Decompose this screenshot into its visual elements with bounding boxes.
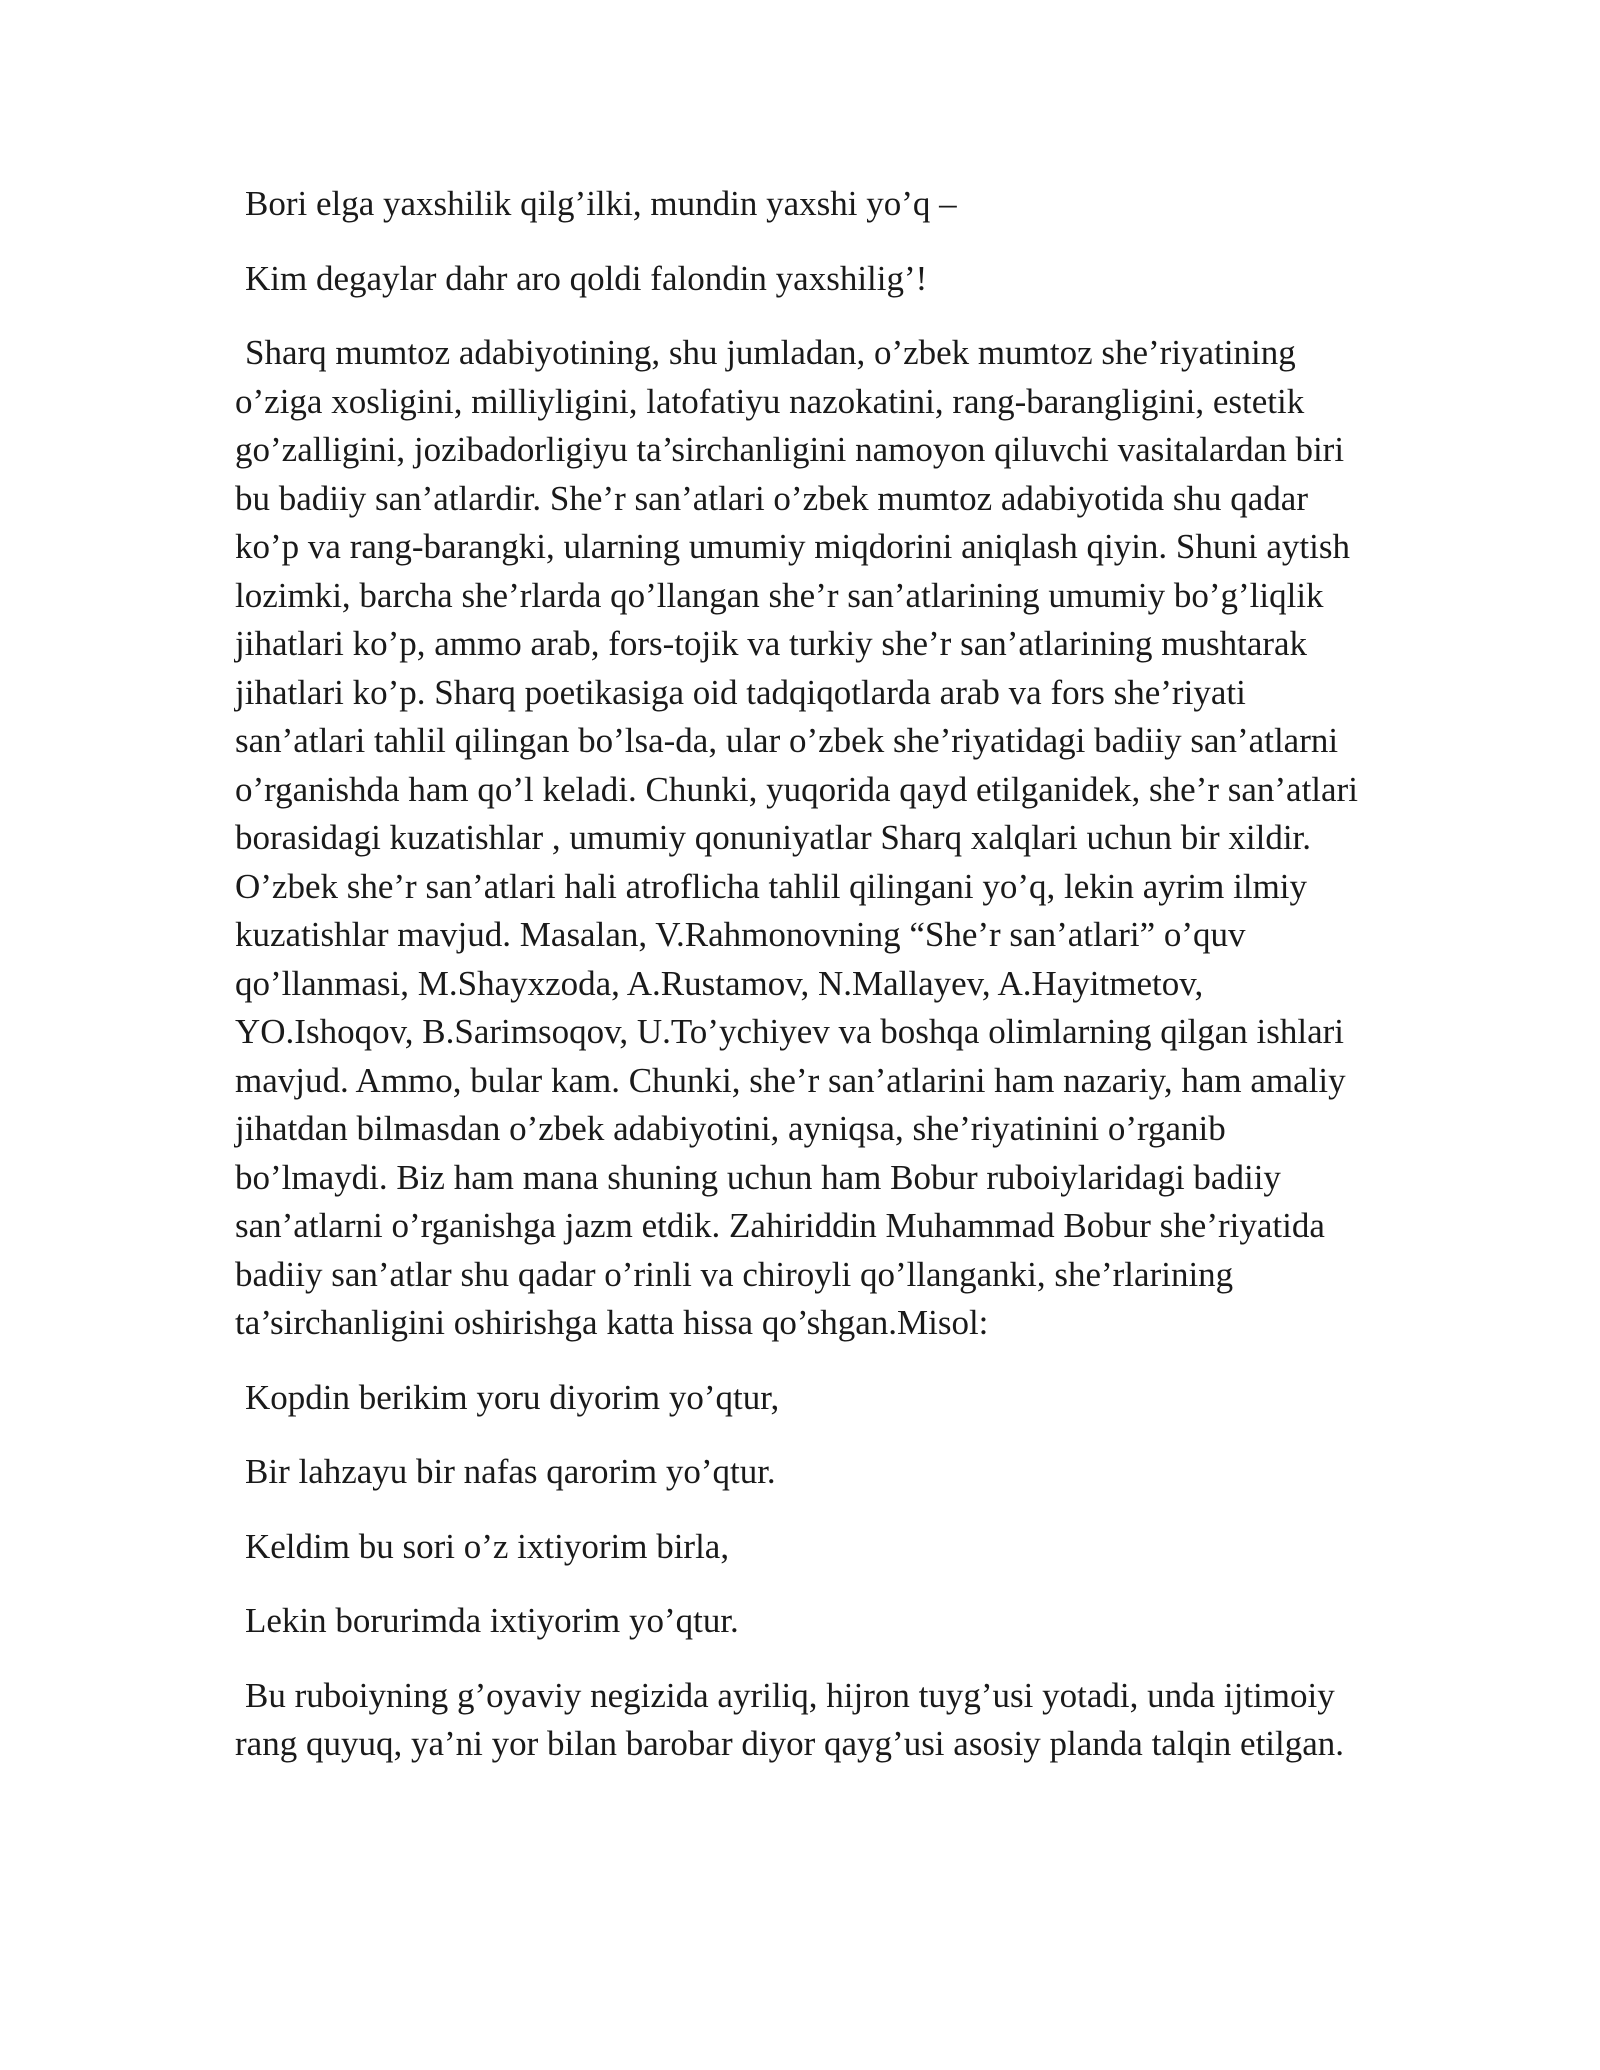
rubai-line-2: Bir lahzayu bir nafas qarorim yo’qtur. bbox=[245, 1452, 776, 1491]
opening-verse-line-1: Bori elga yaxshilik qilg’ilki, mundin yaxshi yo’q – bbox=[245, 184, 957, 223]
opening-verse-line-2: Kim degaylar dahr aro qoldi falondin yaxshilig’! bbox=[245, 258, 928, 298]
document-page bbox=[235, 180, 1370, 1795]
rubai-line-3: Keldim bu sori o’z ixtiyorim birla, bbox=[245, 1526, 730, 1566]
rubai-line-4: Lekin borurimda ixtiyorim yo’qtur. bbox=[245, 1601, 739, 1640]
rubai-line-1: Kopdin berikim yoru diyorim yo’qtur, bbox=[245, 1377, 780, 1417]
closing-paragraph: Bu ruboiyning g’oyaviy negizida ayriliq, hijron tuyg’usi yotadi, unda ijtimoiy rang quyuq, ya’ni yor bilan barobar diyor qayg’usi asosiy planda talqin etilgan. bbox=[235, 1675, 1345, 1763]
body-paragraph: Sharq mumtoz adabiyotining, shu jumladan, o’zbek mumtoz she’riyatining o’ziga xosligini, milliyligini, latofatiyu nazokatini, rang-barangligini, estetik go’zalligini, jozibadorligiyu ta’sirchanligini namoyon qiluvchi vasitalardan biri bu badiiy san’atlardir. She’r san’atlari o’zbek mumtoz adabiyotida shu qadar ko’p va rang-barangki, ularning umumiy miqdorini aniqlash qiyin. Shuni aytish lozimki, barcha she’rlarda qo’llangan she’r san’atlarining umumiy bo’g’liqlik jihatlari ko’p, ammo arab, fors-tojik va turkiy she’r san’atlarining mushtarak jihatlari ko’p. Sharq poetikasiga oid tadqiqotlarda arab va fors she’riyati san’atlari tahlil qilingan bo’lsa-da, ular o’zbek she’riyatidagi badiiy san’atlarni o’rganishda ham qo’l keladi. Chunki, yuqorida qayd etilganidek, she’r san’atlari borasidagi kuzatishlar , umumiy qonuniyatlar Sharq xalqlari uchun bir xildir. O’zbek she’r san’atlari hali atroflicha tahlil qilingani yo’q, lekin ayrim ilmiy kuzatishlar mavjud. Masalan, V.Rahmonovning “She’r san’atlari” o’quv qo’llanmasi, M.Shayxzoda, A.Rustamov, N.Mallayev, A.Hayitmetov, YO.Ishoqov, B.Sarimsoqov, U.To’ychiyev va boshqa olimlarning qilgan ishlari mavjud. Ammo, bular kam. Chunki, she’r san’atlarini ham nazariy, ham amaliy jihatdan bilmasdan o’zbek adabiyotini, ayniqsa, she’riyatinini o’rganib bo’lmaydi. Biz ham mana shuning uchun ham Bobur ruboiylaridagi badiiy san’atlarni o’rganishga jazm etdik. Zahiriddin Muhammad Bobur she’riyatida badiiy san’atlar shu qadar o’rinli va chiroyli qo’llanganki, she’rlarining ta’sirchanligini oshirishga katta hissa qo’shgan.Misol: bbox=[235, 333, 1358, 1342]
